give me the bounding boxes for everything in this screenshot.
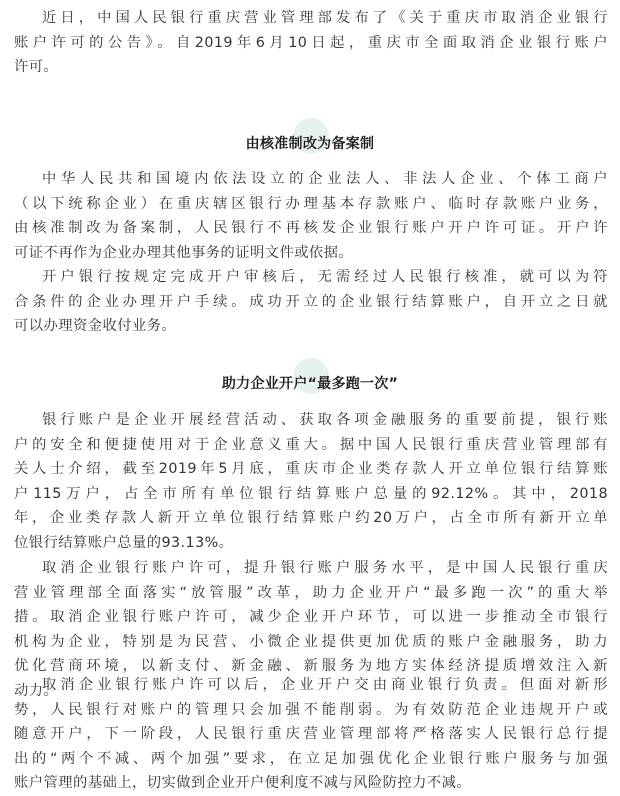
text-line: 户的安全和便捷使用对于企业意义重大。据中国人民银行重庆营业管理部有 <box>14 436 608 453</box>
text-line: 动力。 <box>14 682 59 699</box>
text-line: 营业管理部全面落实“放管服”改革，助力企业开户“最多跑一次”的重大举 <box>14 584 608 601</box>
text-line: 措。取消企业银行账户许可，减少企业开户环节，可以进一步推动全市银行 <box>14 609 608 626</box>
intro-paragraph <box>14 6 608 80</box>
section-title: 助力企业开户“最多跑一次” <box>221 376 399 392</box>
text-line: 中华人民共和国境内依法设立的企业法人、非法人企业、个体工商户 <box>42 171 608 187</box>
section-title: 由核准制改为备案制 <box>245 136 375 152</box>
text-line: 可以办理资金收付业务。 <box>14 318 177 335</box>
text-line: 可证不再作为企业办理其他事务的证明文件或依据。 <box>14 244 354 261</box>
text-line: 账户管理的基础上，切实做到企业开户便利度不减与风险防控力不减。 <box>14 775 472 792</box>
text-line: 合条件的企业办理开户手续。成功开立的企业银行结算账户，自开立之日就 <box>14 293 608 310</box>
text-line: 位银行结算账户总量的93.13%。 <box>14 534 234 551</box>
text-line: 账户许可的公告》。自2019年6月10日起，重庆市全面取消企业银行账户 <box>14 34 608 51</box>
text-line: 优化营商环境，以新支付、新金融、新服务为地方实体经济提质增效注入新 <box>14 658 608 675</box>
section2-paragraph-3 <box>14 673 608 796</box>
text-line: 许可。 <box>14 59 59 76</box>
text-line: 近日，中国人民银行重庆营业管理部发布了《关于重庆市取消企业银行 <box>42 10 608 26</box>
text-line: 关人士介绍，截至2019年5月底，重庆市企业类存款人开立单位银行结算账 <box>14 461 608 478</box>
text-line: 户115万户，占全市所有单位银行结算账户总量的92.12%。其中，2018 <box>14 485 608 502</box>
text-line: 银行账户是企业开展经营活动、获取各项金融服务的重要前提，银行账 <box>42 412 608 428</box>
text-line: 出的“两个不减、两个加强”要求，在立足加强优化企业银行账户服务与加强 <box>14 750 608 767</box>
text-line: 由核准制改为备案制，人民银行不再核发企业银行账户开户许可证。开户许 <box>14 220 608 237</box>
text-line: 机构为企业，特别是为民营、小微企业提供更加优质的账户金融服务，助力 <box>14 633 608 650</box>
text-line: （以下统称企业）在重庆辖区银行办理基本存款账户、临时存款账户业务， <box>14 195 608 212</box>
section1-paragraph-2 <box>14 265 608 339</box>
section2-paragraph-1 <box>14 408 608 556</box>
section1-paragraph-1 <box>14 167 608 265</box>
text-line: 取消企业银行账户许可以后，企业开户交由商业银行负责。但面对新形 <box>42 677 608 693</box>
text-line: 取消企业银行账户许可，提升银行账户服务水平，是中国人民银行重庆 <box>42 560 608 576</box>
text-line: 年，企业类存款人新开立单位银行结算账户约20万户，占全市所有新开立单 <box>14 510 608 527</box>
text-line: 随意开户，下一阶段，人民银行重庆营业管理部将严格落实人民银行总行提 <box>14 726 608 743</box>
text-line: 势，人民银行对账户的管理只会加强不能削弱。为有效防范企业违规开户或 <box>14 701 608 718</box>
text-line: 开户银行按规定完成开户审核后，无需经过人民银行核准，就可以为符 <box>42 269 608 285</box>
